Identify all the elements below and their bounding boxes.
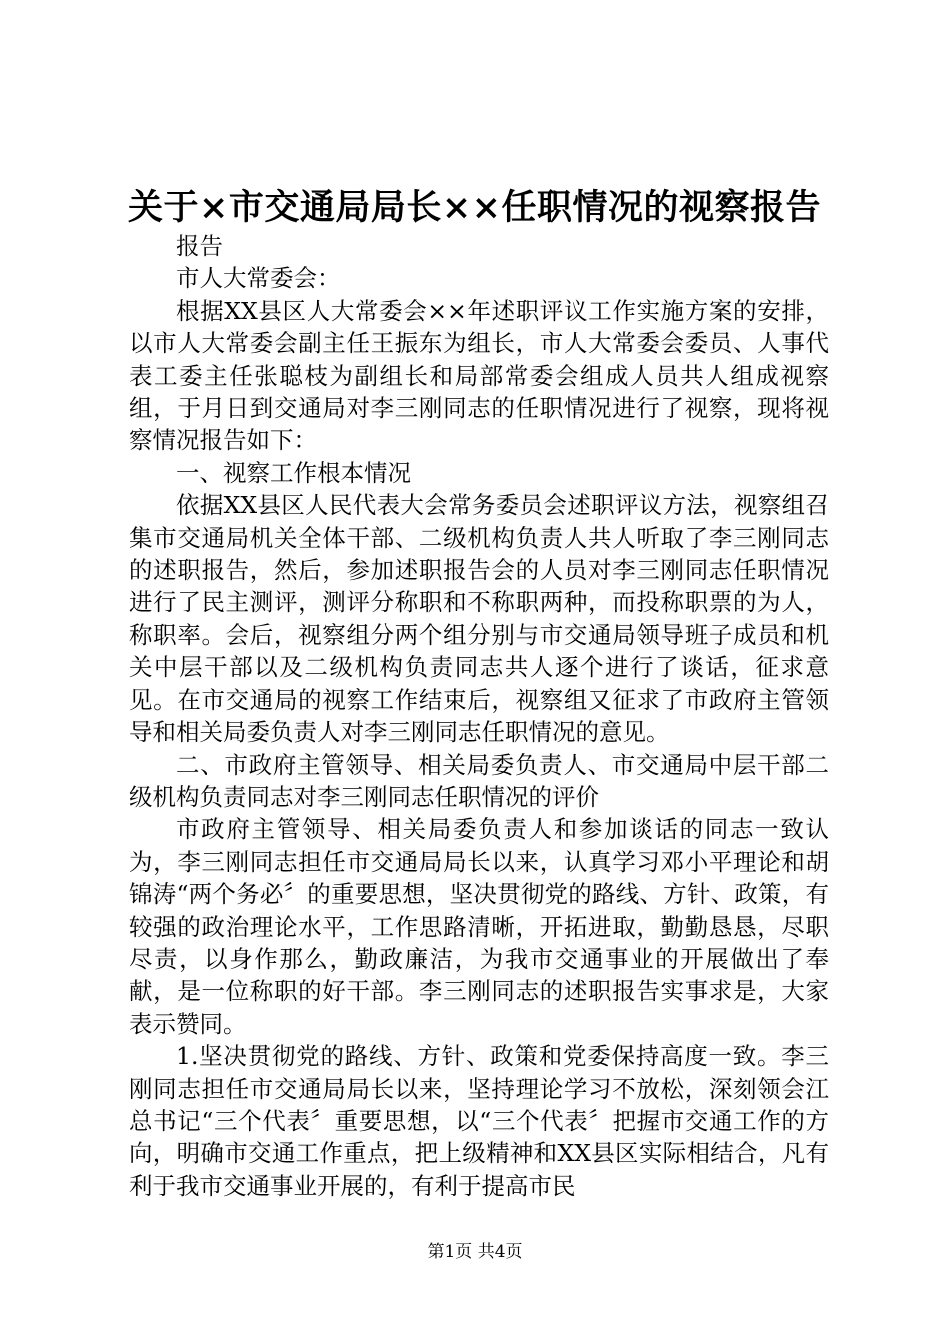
paragraph-section-1: 依据XX县区人民代表大会常务委员会述职评议方法，视察组召集市交通局机关全体干部、二级机构负责人共人听取了李三刚同志的述职报告，然后，参加述职报告会的人员对李三刚同志任职情况进行了民主测评，测评分称职和不称职两种，而投称职票的为人，称职率。会后，视察组分两个组分别与市交通局领导班子成员和机关中层干部以及二级机构负责同志共人逐个进行了谈话，征求意见。在市交通局的视察工作结束后，视察组又征求了市政府主管领导和相关局委负责人对李三刚同志任职情况的意见。 [129, 491, 829, 747]
section-heading-1: 一、视察工作根本情况 [176, 458, 411, 487]
page-number-footer: 第1页 共4页 [427, 1242, 523, 1262]
paragraph-introduction: 根据XX县区人大常委会××年述职评议工作实施方案的安排，以市人大常委会副主任王振东为组长，市人大常委会委员、人事代表工委主任张聪枝为副组长和局部常委会组成人员共人组成视察组，于月日到交通局对李三刚同志的任职情况进行了视察，现将视察情况报告如下： [129, 296, 829, 455]
paragraph-report-label: 报告 [176, 232, 223, 260]
paragraph-point-1: 1.坚决贯彻党的路线、方针、政策和党委保持高度一致。李三刚同志担任市交通局局长以来，坚持理论学习不放松，深刻领会江总书记“三个代表〞重要思想，以“三个代表〞把握市交通工作的方向，明确市交通工作重点，把上级精神和XX县区实际相结合，凡有利于我市交通事业开展的，有利于提高市民 [129, 1042, 829, 1200]
document-body [129, 230, 829, 1202]
section-heading-2: 二、市政府主管领导、相关局委负责人、市交通局中层干部二级机构负责同志对李三刚同志任职情况的评价 [129, 750, 829, 811]
paragraph-salutation: 市人大常委会： [176, 264, 341, 293]
paragraph-section-2: 市政府主管领导、相关局委负责人和参加谈话的同志一致认为，李三刚同志担任市交通局局长以来，认真学习邓小平理论和胡锦涛“两个务必〞的重要思想，坚决贯彻党的路线、方针、政策，有较强的政治理论水平，工作思路清晰，开拓进取，勤勤恳恳，尽职尽责，以身作那么，勤政廉洁，为我市交通事业的开展做出了奉献，是一位称职的好干部。李三刚同志的述职报告实事求是，大家表示赞同。 [129, 815, 829, 1038]
document-title: 关于×市交通局局长××任职情况的视察报告 [128, 187, 821, 228]
